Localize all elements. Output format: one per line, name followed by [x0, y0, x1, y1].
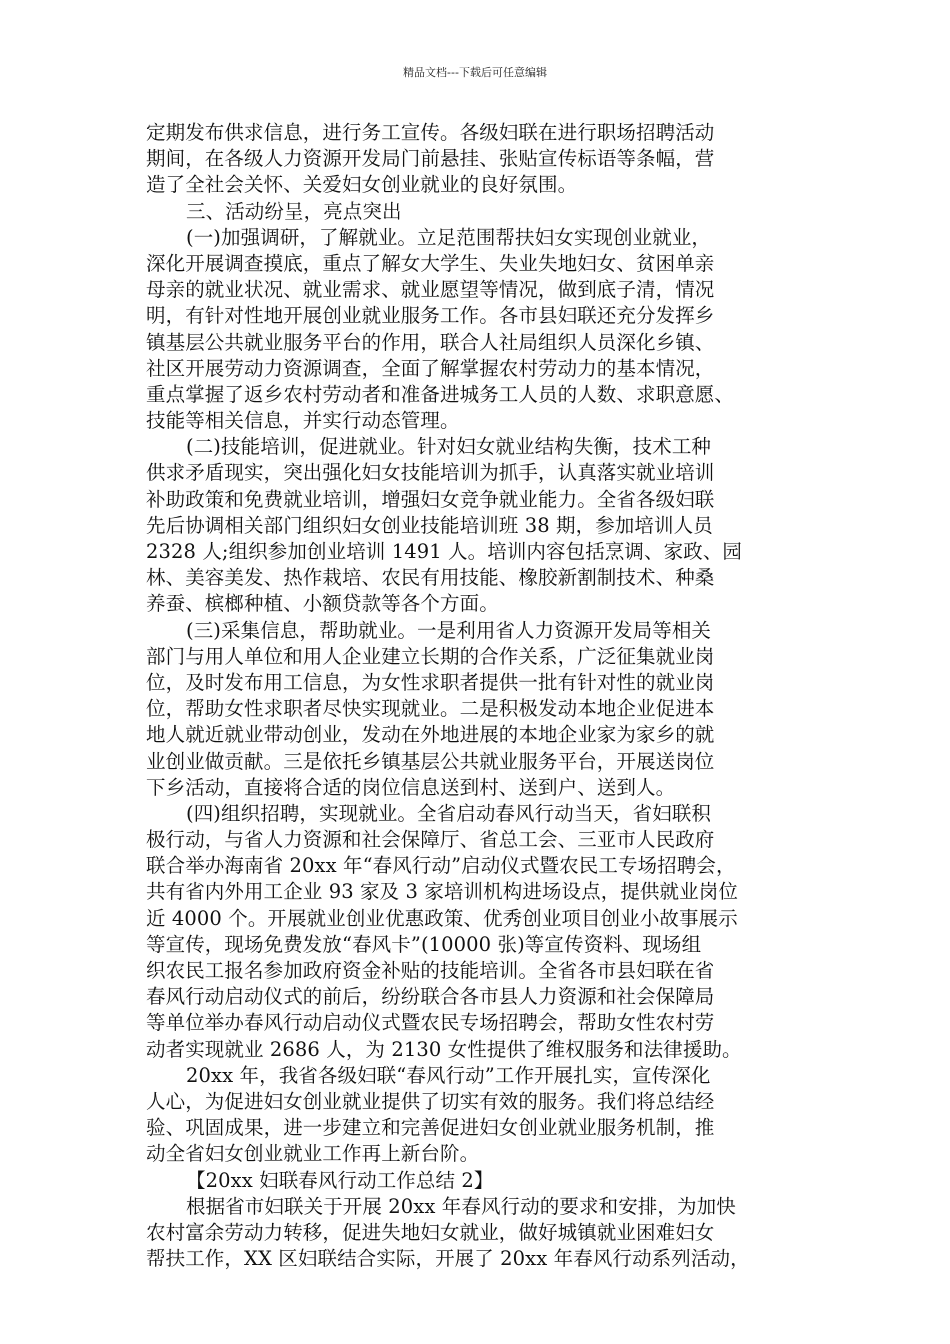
text-line: 动全省妇女创业就业工作再上新台阶。 [146, 1142, 480, 1166]
text-line: 技能等相关信息，并实行动态管理。 [146, 409, 460, 433]
text-line: 联合举办海南省 20xx 年“春风行动”启动仪式暨农民工专场招聘会， [146, 854, 736, 878]
text-line: 位，帮助女性求职者尽快实现就业。二是积极发动本地企业促进本 [146, 697, 715, 721]
text-line: 期间，在各级人力资源开发局门前悬挂、张贴宣传标语等条幅，营 [146, 147, 715, 171]
text-line: 林、美容美发、热作栽培、农民有用技能、橡胶新割制技术、种桑 [146, 566, 715, 590]
text-line: 20xx 年，我省各级妇联“春风行动”工作开展扎实，宣传深化 [186, 1063, 711, 1087]
text-line: 定期发布供求信息，进行务工宣传。各级妇联在进行职场招聘活动 [146, 121, 715, 144]
text-line: 镇基层公共就业服务平台的作用，联合人社局组织人员深化乡镇、 [146, 330, 715, 354]
text-line: (四)组织招聘，实现就业。全省启动春风行动当天，省妇联积 [186, 801, 712, 825]
text-line: 社区开展劳动力资源调查，全面了解掌握农村劳动力的基本情况， [146, 356, 715, 380]
text-line: 供求矛盾现实，突出强化妇女技能培训为抓手，认真落实就业培训 [146, 461, 715, 485]
text-line: 帮扶工作，XX 区妇联结合实际，开展了 20xx 年春风行动系列活动， [146, 1247, 750, 1271]
text-line: 根据省市妇联关于开展 20xx 年春风行动的要求和安排，为加快 [186, 1194, 736, 1218]
text-line: 下乡活动，直接将合适的岗位信息送到村、送到户、送到人。 [146, 775, 676, 799]
text-line: 极行动，与省人力资源和社会保障厅、省总工会、三亚市人民政府 [146, 828, 715, 852]
text-line: 农村富余劳动力转移，促进失地妇女就业，做好城镇就业困难妇女 [146, 1220, 715, 1244]
text-line: 造了全社会关怀、关爱妇女创业就业的良好氛围。 [146, 173, 578, 197]
text-line: 等单位举办春风行动启动仪式暨农民专场招聘会，帮助女性农村劳 [146, 1011, 715, 1035]
text-line: 地人就近就业带动创业，发动在外地进展的本地企业家为家乡的就 [146, 723, 715, 747]
text-line: 重点掌握了返乡农村劳动者和准备进城务工人员的人数、求职意愿、 [146, 382, 735, 406]
text-line: 等宣传，现场免费发放“春风卡”(10000 张)等宣传资料、现场组 [146, 932, 702, 956]
text-line: 深化开展调查摸底，重点了解女大学生、失业失地妇女、贫困单亲 [146, 251, 715, 275]
text-line: 2328 人;组织参加创业培训 1491 人。培训内容包括烹调、家政、园 [146, 540, 743, 563]
text-line: 织农民工报名参加政府资金补贴的技能培训。全省各市县妇联在省 [146, 959, 715, 982]
text-line: 验、巩固成果，进一步建立和完善促进妇女创业就业服务机制，推 [146, 1116, 715, 1140]
text-line: 共有省内外用工企业 93 家及 3 家培训机构进场设点，提供就业岗位 [146, 880, 738, 904]
text-line: (一)加强调研，了解就业。立足范围帮扶妇女实现创业就业， [186, 225, 712, 249]
text-line: 春风行动启动仪式的前后，纷纷联合各市县人力资源和社会保障局 [146, 985, 715, 1009]
text-line: 先后协调相关部门组织妇女创业技能培训班 38 期，参加培训人员 [146, 513, 713, 537]
text-line: 部门与用人单位和用人企业建立长期的合作关系，广泛征集就业岗 [146, 644, 715, 668]
page-header: 精品文档---下载后可任意编辑 [403, 66, 547, 79]
text-line: 业创业做贡献。三是依托乡镇基层公共就业服务平台，开展送岗位 [146, 749, 715, 773]
text-line: (三)采集信息，帮助就业。一是利用省人力资源开发局等相关 [186, 618, 712, 642]
text-line: 动者实现就业 2686 人，为 2130 女性提供了维权服务和法律援助。 [146, 1037, 742, 1061]
text-line: 补助政策和免费就业培训，增强妇女竞争就业能力。全省各级妇联 [146, 487, 715, 511]
document-body [146, 120, 821, 1272]
text-line: 明，有针对性地开展创业就业服务工作。各市县妇联还充分发挥乡 [146, 304, 715, 328]
text-line: 母亲的就业状况、就业需求、就业愿望等情况，做到底子清，情况 [146, 278, 715, 302]
text-line: 养蚕、槟榔种植、小额贷款等各个方面。 [146, 592, 499, 616]
text-line: 近 4000 个。开展就业创业优惠政策、优秀创业项目创业小故事展示 [146, 906, 738, 930]
text-line: (二)技能培训，促进就业。针对妇女就业结构失衡，技术工种 [186, 435, 712, 459]
text-line: 三、活动纷呈，亮点突出 [186, 199, 402, 223]
text-line: 【20xx 妇联春风行动工作总结 2】 [186, 1168, 494, 1192]
text-line: 位，及时发布用工信息，为女性求职者提供一批有针对性的就业岗 [146, 670, 715, 694]
text-line: 人心，为促进妇女创业就业提供了切实有效的服务。我们将总结经 [146, 1089, 715, 1113]
